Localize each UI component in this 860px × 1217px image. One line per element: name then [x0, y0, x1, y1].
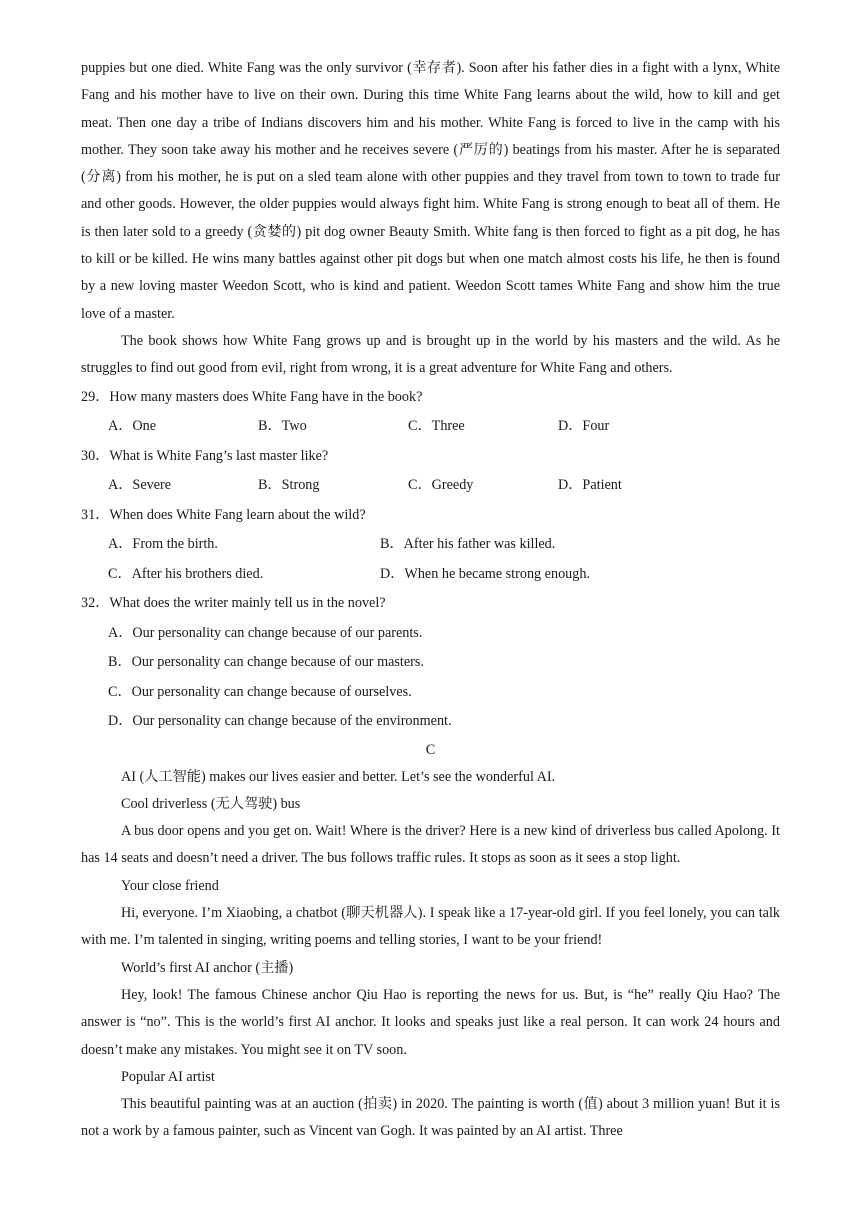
- question-number: 30．: [81, 447, 110, 464]
- question-stem: [81, 589, 780, 619]
- question-stem: [81, 501, 780, 531]
- option-d: D．When he became strong enough.: [380, 565, 590, 582]
- question-stem: [81, 383, 780, 413]
- question-number: 29．: [81, 388, 110, 405]
- passage-b-paragraph-2: The book shows how White Fang grows up and is brought up in the world by his masters and the wild. As he struggles to find out good from evil, right from wrong, it is a great adventure for White Fang and others.: [81, 332, 780, 377]
- option-c: C．Our personality can change because of ourselves.: [108, 683, 412, 700]
- question-31: [81, 501, 780, 590]
- section-heading: Cool driverless (无人驾驶) bus: [121, 795, 301, 812]
- section-body: A bus door opens and you get on. Wait! Where is the driver? Here is a new kind of driverless bus called Apolong. It has 14 seats and doesn’t need a driver. The bus follows traffic rules. It stops as soon as it sees a stop light.: [81, 823, 780, 867]
- question-number: 31．: [81, 506, 110, 523]
- option-d: D．Patient: [558, 477, 622, 494]
- question-text: What is White Fang’s last master like?: [109, 447, 329, 464]
- option-a: A．Our personality can change because of our parents.: [108, 624, 423, 641]
- section-body: This beautiful painting was at an auction (拍卖) in 2020. The painting is worth (值) about 3 million yuan! But it is not a work by a famous painter, such as Vincent van Gogh. It was painted by an AI artist. Three: [81, 1096, 780, 1140]
- passage-c-intro: AI (人工智能) makes our lives easier and better. Let’s see the wonderful AI.: [121, 768, 556, 785]
- section-heading: Popular AI artist: [121, 1068, 215, 1085]
- option-c: C．After his brothers died.: [108, 565, 264, 582]
- option-d: D．Four: [558, 418, 610, 435]
- document-page: [81, 55, 780, 1146]
- option-b: B．Two: [258, 418, 307, 435]
- question-29: [81, 383, 780, 442]
- question-number: 32．: [81, 595, 110, 612]
- options-row: [81, 530, 780, 560]
- question-stem: [81, 442, 780, 472]
- options-row: [81, 471, 780, 501]
- option-a: A．From the birth.: [108, 536, 218, 553]
- question-text: How many masters does White Fang have in the book?: [109, 388, 423, 405]
- options-row: [81, 560, 780, 590]
- question-text: What does the writer mainly tell us in the novel?: [109, 595, 386, 612]
- option-b: B．Our personality can change because of our masters.: [108, 654, 424, 671]
- option-b: B．After his father was killed.: [380, 536, 556, 553]
- option-b: B．Strong: [258, 477, 320, 494]
- option-c: C．Three: [408, 418, 465, 435]
- section-body: Hi, everyone. I’m Xiaobing, a chatbot (聊天机器人). I speak like a 17-year-old girl. If you feel lonely, you can talk with me. I’m talented in singing, writing poems and telling stories, I want to be your friend!: [81, 905, 780, 949]
- passage-b-paragraph-1: puppies but one died. White Fang was the only survivor (幸存者). Soon after his father dies in a fight with a lynx, White Fang and his mother have to live on their own. During this time White Fang learns about the wild, how to kill and get meat. Then one day a tribe of Indians discovers him and his mother. White Fang is forced to live in the camp with his mother. They soon take away his mother and he receives severe (严厉的) beatings from his master. After he is separated (分离) from his mother, he is put on a sled team alone with other puppies and they travel from town to town to trade fur and other goods. However, the older puppies would always fight him. White Fang is strong enough to beat all of them. He is then later sold to a greedy (贪婪的) pit dog owner Beauty Smith. White fang is then forced to fight as a pit dog, he has to kill or be killed. He wins many battles against other pit dogs but when one match almost costs his life, he then is found by a new loving master Weedon Scott, who is kind and patient. Weedon Scott tames White Fang and show him the true love of a master.: [81, 60, 780, 322]
- option-c: C．Greedy: [408, 477, 474, 494]
- option-d: D．Our personality can change because of the environment.: [108, 713, 452, 730]
- question-text: When does White Fang learn about the wild?: [109, 506, 366, 523]
- option-a: A．Severe: [108, 477, 172, 494]
- question-32: [81, 589, 780, 737]
- section-heading: Your close friend: [121, 877, 219, 894]
- passage-c-letter: C: [425, 741, 436, 758]
- section-body: Hey, look! The famous Chinese anchor Qiu Hao is reporting the news for us. But, is “he” really Qiu Hao? The answer is “no”. This is the world’s first AI anchor. It looks and speaks just like a real person. It can work 24 hours and doesn’t make any mistakes. You might see it on TV soon.: [81, 986, 780, 1058]
- section-heading: World’s first AI anchor (主播): [121, 959, 294, 976]
- options-row: [81, 412, 780, 442]
- question-30: [81, 442, 780, 501]
- option-a: A．One: [108, 418, 157, 435]
